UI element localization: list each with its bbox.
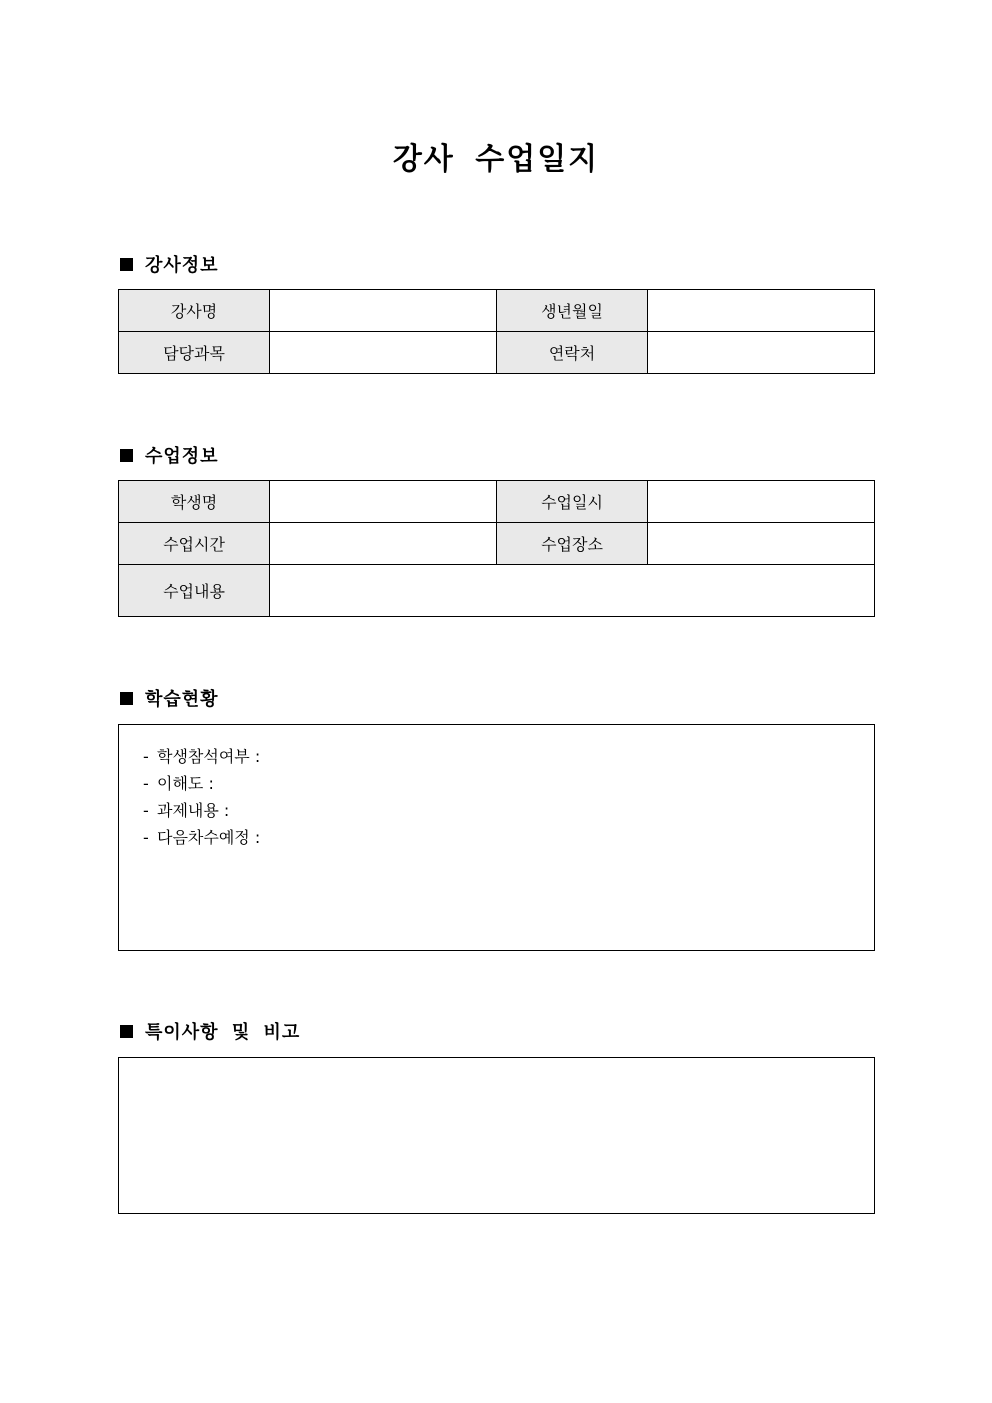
- dash-bullet: -: [143, 774, 149, 793]
- notes-section-title: 특이사항 및 비고: [145, 1022, 301, 1043]
- subject-label: 담당과목: [119, 332, 270, 374]
- notes-section-heading: [118, 1018, 300, 1044]
- square-bullet-icon: [120, 449, 133, 462]
- understanding-item: 이해도 :: [157, 774, 214, 793]
- class-content-field[interactable]: [270, 565, 875, 617]
- list-item: [143, 743, 874, 770]
- square-bullet-icon: [120, 692, 133, 705]
- document-title: 강사 수업일지: [392, 142, 600, 177]
- list-item: [143, 770, 874, 797]
- progress-list: [119, 725, 874, 851]
- dash-bullet: -: [143, 828, 149, 847]
- progress-box[interactable]: [118, 724, 875, 951]
- class-content-label: 수업내용: [119, 565, 270, 617]
- table-row: [119, 332, 875, 374]
- instructor-name-label: 강사명: [119, 290, 270, 332]
- table-row: [119, 481, 875, 523]
- instructor-name-field[interactable]: [270, 290, 497, 332]
- square-bullet-icon: [120, 258, 133, 271]
- instructor-section-title: 강사정보: [145, 255, 219, 276]
- table-row: [119, 523, 875, 565]
- contact-field[interactable]: [648, 332, 875, 374]
- class-time-field[interactable]: [270, 523, 497, 565]
- contact-label: 연락처: [497, 332, 648, 374]
- instructor-section-heading: [118, 251, 219, 277]
- class-section-heading: [118, 442, 219, 468]
- instructor-info-table: [118, 289, 875, 374]
- table-row: [119, 565, 875, 617]
- progress-section-heading: [118, 685, 219, 711]
- list-item: [143, 797, 874, 824]
- class-info-table: [118, 480, 875, 617]
- subject-field[interactable]: [270, 332, 497, 374]
- class-section-title: 수업정보: [145, 446, 219, 467]
- homework-item: 과제내용 :: [157, 801, 230, 820]
- birthdate-label: 생년월일: [497, 290, 648, 332]
- attendance-item: 학생참석여부 :: [157, 747, 261, 766]
- student-name-label: 학생명: [119, 481, 270, 523]
- class-location-field[interactable]: [648, 523, 875, 565]
- class-time-label: 수업시간: [119, 523, 270, 565]
- student-name-field[interactable]: [270, 481, 497, 523]
- birthdate-field[interactable]: [648, 290, 875, 332]
- class-datetime-label: 수업일시: [497, 481, 648, 523]
- dash-bullet: -: [143, 801, 149, 820]
- notes-box[interactable]: [118, 1057, 875, 1214]
- list-item: [143, 824, 874, 851]
- class-datetime-field[interactable]: [648, 481, 875, 523]
- next-session-item: 다음차수예정 :: [157, 828, 261, 847]
- dash-bullet: -: [143, 747, 149, 766]
- square-bullet-icon: [120, 1025, 133, 1038]
- class-location-label: 수업장소: [497, 523, 648, 565]
- table-row: [119, 290, 875, 332]
- progress-section-title: 학습현황: [145, 689, 219, 710]
